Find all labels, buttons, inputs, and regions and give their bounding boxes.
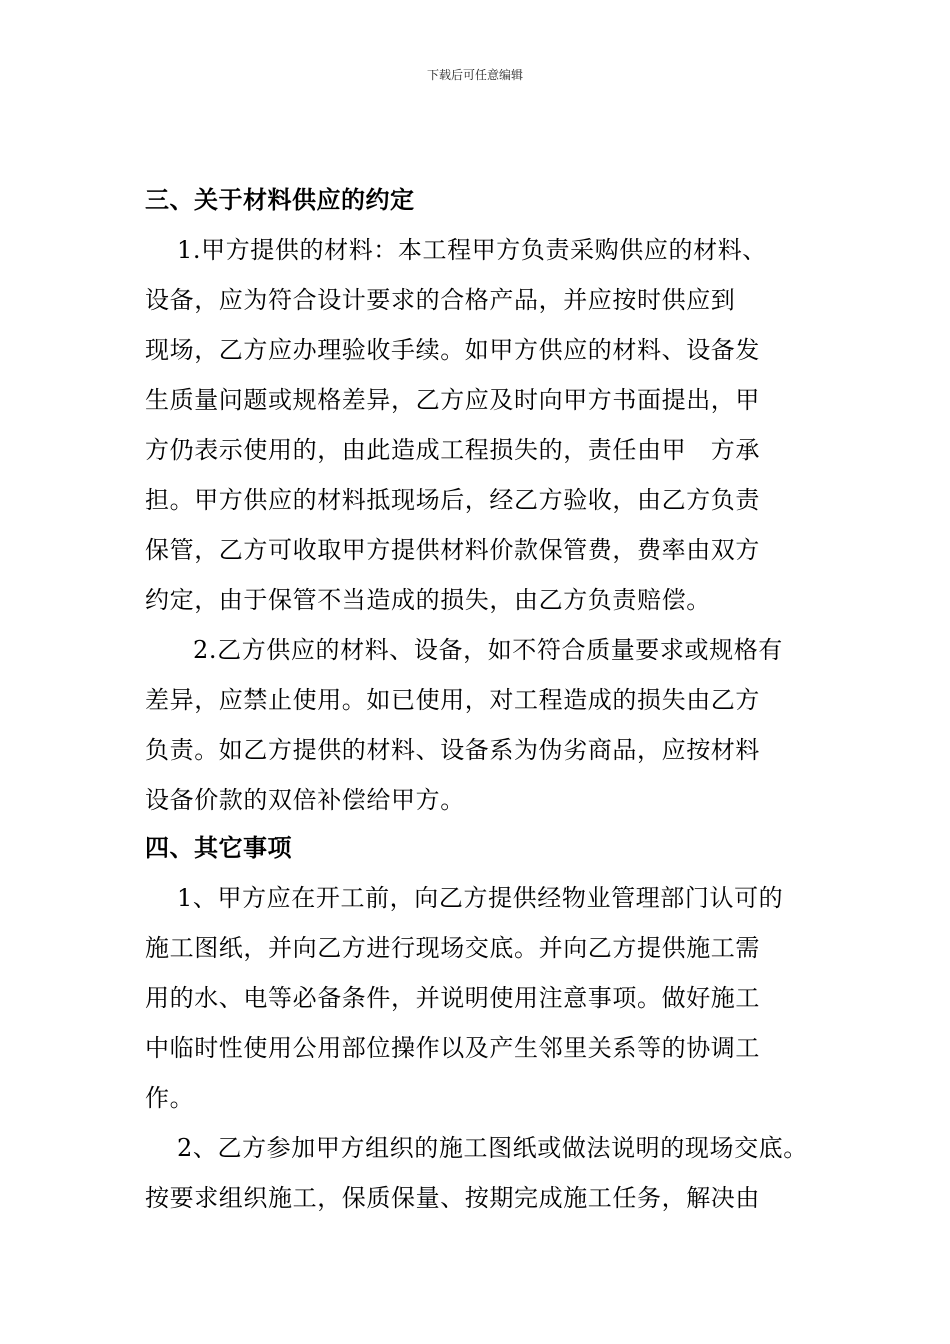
paragraph-line: 负责。如乙方提供的材料、设备系为伪劣商品，应按材料 [145,736,760,764]
paragraph-line: 现场，乙方应办理验收手续。如甲方供应的材料、设备发 [145,336,760,364]
paragraph-line: 1、甲方应在开工前，向乙方提供经物业管理部门认可的 [177,884,784,912]
paragraph-line: 2、乙方参加甲方组织的施工图纸或做法说明的现场交底。 [177,1134,808,1162]
paragraph-line: 保管，乙方可收取甲方提供材料价款保管费，费率由双方 [145,536,760,564]
paragraph-line: 按要求组织施工，保质保量、按期完成施工任务，解决由 [145,1184,760,1212]
paragraph-line: 1.甲方提供的材料：本工程甲方负责采购供应的材料、 [177,236,767,264]
page-header: 下载后可任意编辑 [426,68,523,82]
paragraph-line: 作。 [145,1084,195,1112]
paragraph-line: 用的水、电等必备条件，并说明使用注意事项。做好施工 [145,984,760,1012]
paragraph-line: 差异，应禁止使用。如已使用，对工程造成的损失由乙方 [145,686,760,714]
paragraph-line: 设备价款的双倍补偿给甲方。 [145,786,465,814]
paragraph-line: 担。甲方供应的材料抵现场后，经乙方验收，由乙方负责 [145,486,760,514]
paragraph-line: 2.乙方供应的材料、设备，如不符合质量要求或规格有 [193,636,783,664]
paragraph-line: 中临时性使用公用部位操作以及产生邻里关系等的协调工 [145,1034,760,1062]
section-heading-material-supply: 三、关于材料供应的约定 [145,186,415,214]
paragraph-line: 设备，应为符合设计要求的合格产品，并应按时供应到 [145,286,736,314]
paragraph-line: 生质量问题或规格差异，乙方应及时向甲方书面提出，甲 [145,386,760,414]
section-heading-other-matters: 四、其它事项 [145,834,292,862]
paragraph-line: 方仍表示使用的，由此造成工程损失的，责任由甲 方承 [145,436,760,464]
paragraph-line: 施工图纸，并向乙方进行现场交底。并向乙方提供施工需 [145,934,760,962]
paragraph-line: 约定，由于保管不当造成的损失，由乙方负责赔偿。 [145,586,711,614]
